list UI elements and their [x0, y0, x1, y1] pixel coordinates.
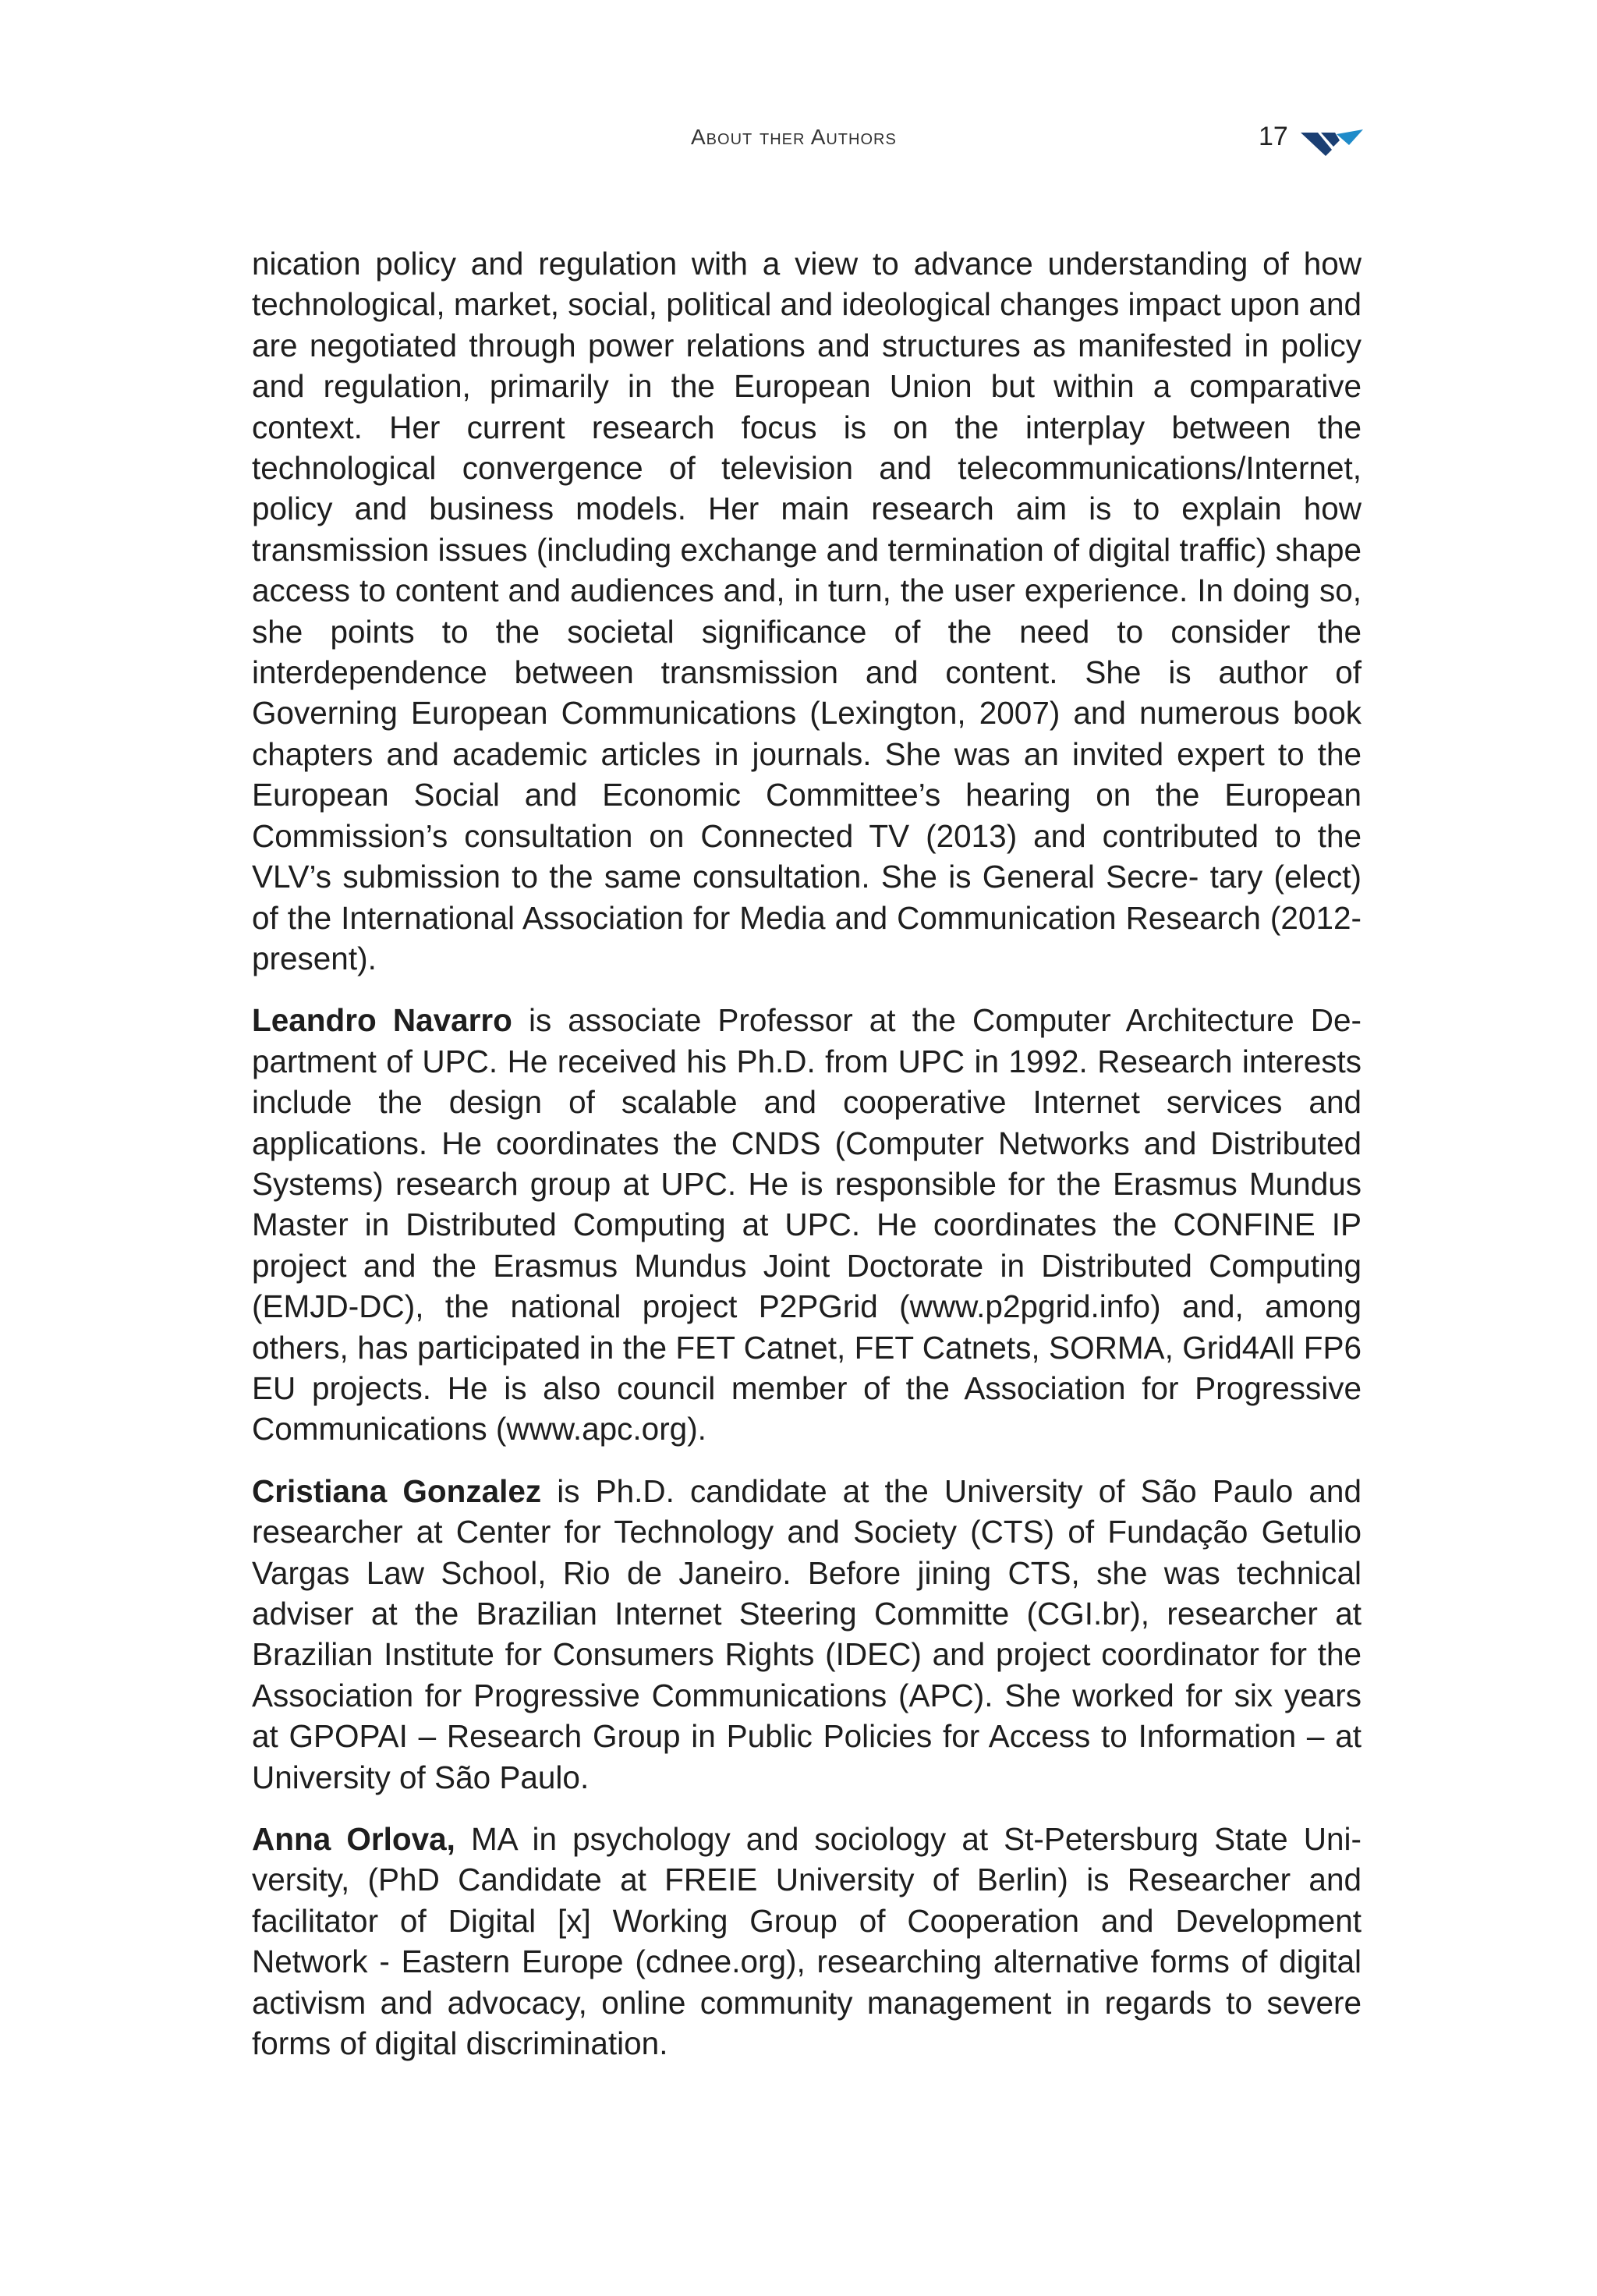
page-number: 17: [1259, 122, 1288, 151]
paragraph-continued-bio: [252, 243, 1362, 979]
paragraph-bio-gonzalez: [252, 1471, 1362, 1798]
author-name: Leandro Navarro: [252, 1002, 512, 1039]
author-name: Cristiana Gonzalez: [252, 1472, 542, 1509]
author-name: Anna Orlova,: [252, 1821, 455, 1858]
page-header: [0, 122, 1597, 161]
publisher-logo-icon: [1301, 129, 1363, 156]
author-bio: is associate Professor at the Computer Architecture Department of UPC. He received his Ph.D. from UPC in 1992. Research interests include the design of scalable and cooperative Internet services and applications. He coordinates the CNDS (Computer Networks and Distributed Systems) research group at UPC. He is responsible for the Erasmus Mundus Master in Distributed Computing at UPC. He coordinates the CONFINE IP project and the Erasmus Mundus Joint Doctorate in Distributed Computing (EMJD-DC), the national project P2PGrid (www.p2pgrid.info) and, among others, has participated in the FET Catnet, FET Catnets, SORMA, Grid4All FP6 EU projects. He is also council member of the Association for Progressive Communications (www.apc.org).: [252, 1002, 1362, 1447]
author-bio: is Ph.D. candidate at the University of São Paulo and researcher at Center for Technology and Society (CTS) of Fundação Getulio Vargas Law School, Rio de Janeiro. Before jining CTS, she was technical adviser at the Brazilian Internet Steering Committe (CGI.br), researcher at Brazilian Institute for Consumers Rights (IDEC) and project coordinator for the Association for Progressive Communications (APC). She worked for six years at GPOPAI – Research Group in Public Policies for Access to Information – at University of São Paulo.: [252, 1472, 1362, 1795]
author-bio: MA in psychology and sociology at St-Petersburg State University, (PhD Candidate at FREIE University of Berlin) is Researcher and facilitator of Digital [x] Working Group of Cooperation and Development Network - Eastern Europe (cdnee.org), researching alternative forms of digital activism and advocacy, online community management in regards to severe forms of digital discrimination.: [252, 1821, 1362, 2062]
paragraph-bio-orlova: [252, 1819, 1362, 2064]
running-title: About ther Authors: [691, 125, 897, 149]
body-text: [252, 243, 1362, 2085]
author-bio: nication policy and regulation with a view to advance understanding of how technological, market, social, political and ideological changes impact upon and are negotiated through power relations and structures as manifested in policy and regulation, primarily in the European Union but within a comparative context. Her current research focus is on the interplay between the technological convergence of television and telecommunications/Internet, policy and business models. Her main research aim is to explain how transmission issues (including exchange and termination of digital traffic) shape access to content and audiences and, in turn, the user experience. In doing so, she points to the societal significance of the need to consider the interdependence between transmission and content. She is author of Governing European Communications (Lexington, 2007) and numerous book chapters and academic articles in journals. She was an invited expert to the European Social and Economic Committee’s hearing on the European Commission’s consultation on Connected TV (2013) and contributed to the VLV’s submission to the same consultation. She is General Secre- tary (elect) of the International Association for Media and Communication Research (2012- present).: [252, 246, 1362, 976]
paragraph-bio-navarro: [252, 1000, 1362, 1449]
